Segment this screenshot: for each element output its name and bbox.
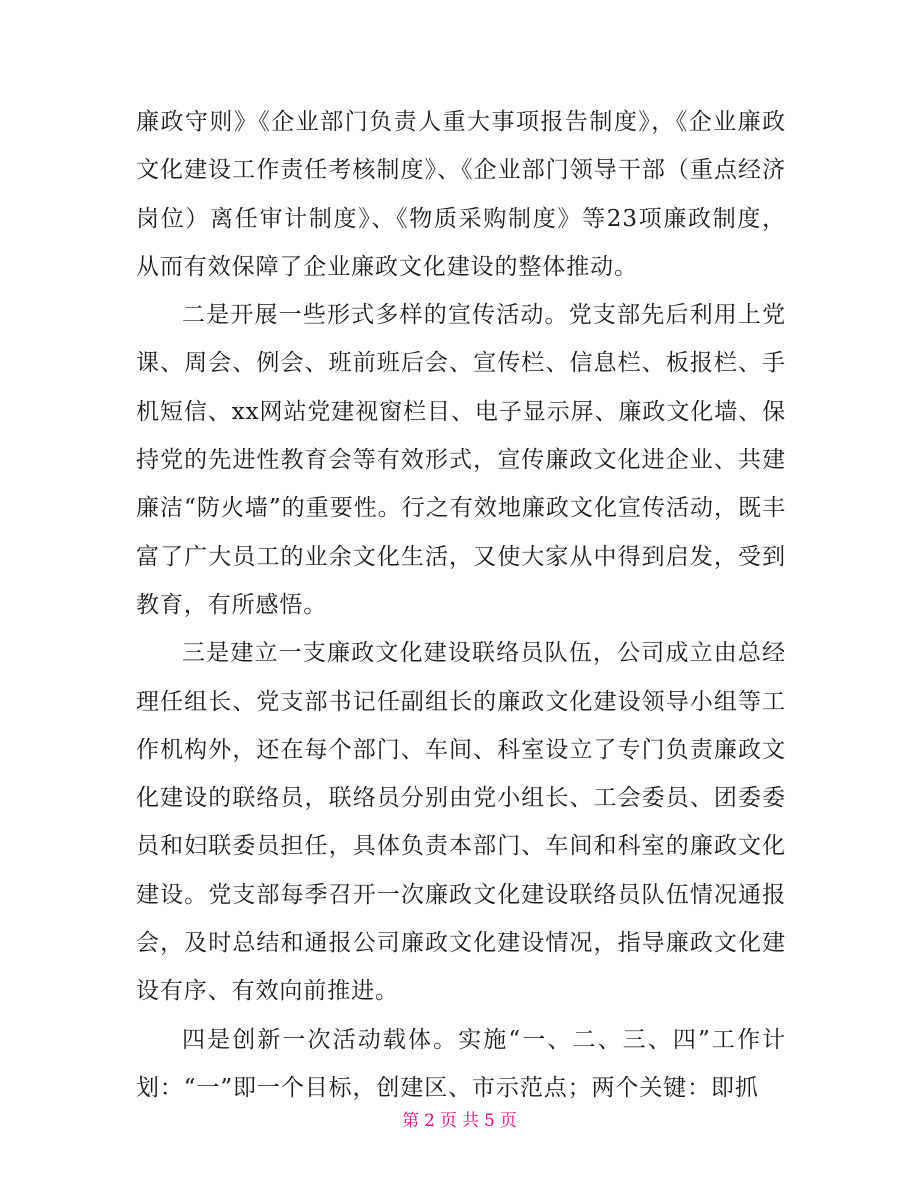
page-footer (0, 1109, 920, 1133)
paragraph-4: 四是创新一次活动载体。实施“一、二、三、四”工作计划：“一”即一个目标，创建区、市示范点；两个关键：即抓 (136, 1026, 786, 1101)
paragraph-1: 廉政守则》《企业部门负责人重大事项报告制度》，《企业廉政文化建设工作责任考核制度》、《企业部门领导干部（重点经济岗位）离任审计制度》、《物质采购制度》等23项廉政制度，从而有效保障了企业廉政文化建设的整体推动。 (136, 109, 786, 280)
paragraph-3: 三是建立一支廉政文化建设联络员队伍，公司成立由总经理任组长、党支部书记任副组长的廉政文化建设领导小组等工作机构外，还在每个部门、车间、科室设立了专门负责廉政文化建设的联络员，联络员分别由党小组长、工会委员、团委委员和妇联委员担任，具体负责本部门、车间和科室的廉政文化建设。党支部每季召开一次廉政文化建设联络员队伍情况通报会，及时总结和通报公司廉政文化建设情况，指导廉政文化建设有序、有效向前推进。 (136, 640, 786, 1005)
footer-total-pages: 5 (484, 1111, 496, 1131)
footer-page-word: 页 (440, 1111, 458, 1131)
footer-current-page: 2 (424, 1111, 436, 1131)
paragraph-2: 二是开展一些形式多样的宣传活动。党支部先后利用上党课、周会、例会、班前班后会、宣传栏、信息栏、板报栏、手机短信、xx网站党建视窗栏目、电子显示屏、廉政文化墙、保持党的先进性教育会等有效形式，宣传廉政文化进企业、共建廉洁“防火墙”的重要性。行之有效地廉政文化宣传活动，既丰富了广大员工的业余文化生活，又使大家从中得到启发，受到教育，有所感悟。 (136, 302, 786, 618)
document-body (136, 98, 786, 1112)
footer-total-prefix: 共 (462, 1111, 480, 1131)
footer-suffix: 页 (499, 1111, 518, 1131)
footer-prefix: 第 (402, 1111, 421, 1131)
